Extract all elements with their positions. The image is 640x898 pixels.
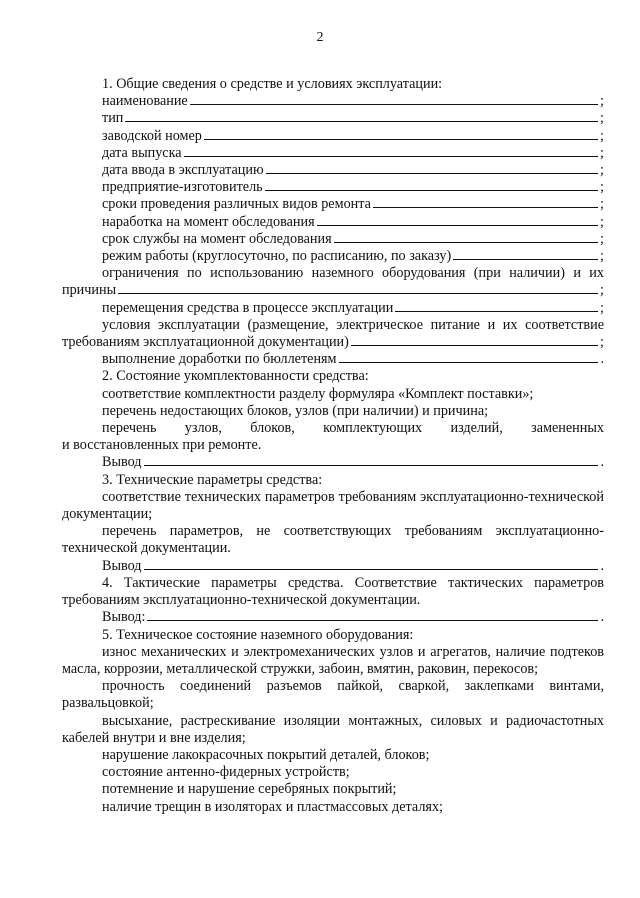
fill-line — [453, 259, 598, 260]
field-service-life: срок службы на момент обследования ; — [102, 230, 604, 247]
field-release-date: дата выпуска ; — [102, 144, 604, 161]
field-repair-terms: сроки проведения различных видов ремонта ; — [102, 196, 604, 213]
fill-line — [144, 569, 599, 570]
document-body — [62, 76, 604, 816]
field-bulletins: выполнение доработки по бюллетеням . — [102, 351, 604, 368]
section4-heading: 4. Тактические параметры средства. Соответствие тактических параметров требованиям эксплуатационно-технической документации. — [62, 574, 604, 609]
field-operating-mode: режим работы (круглосуточно, по расписанию, по заказу) ; — [102, 248, 604, 265]
field-type: тип ; — [102, 110, 604, 127]
section3-heading: 3. Технические параметры средства: — [102, 471, 323, 488]
section5-joints: прочность соединений разъемов пайкой, сваркой, заклепками винтами, развальцовкой; — [62, 678, 604, 712]
field-movement: перемещения средства в процессе эксплуатации ; — [102, 299, 604, 316]
fill-line — [334, 242, 598, 243]
section4-conclusion: Вывод: . — [102, 609, 604, 626]
fill-line — [204, 139, 598, 140]
section5-cracks: наличие трещин в изоляторах и пластмассовых деталях; — [102, 798, 443, 815]
section2-conclusion: Вывод . — [102, 454, 604, 471]
section2-replaced-units-cont: и восстановленных при ремонте. — [62, 437, 262, 454]
fill-line — [351, 345, 598, 346]
field-commissioning-date: дата ввода в эксплуатацию ; — [102, 162, 604, 179]
section5-antenna: состояние антенно-фидерных устройств; — [102, 764, 350, 781]
page-number: 2 — [316, 30, 324, 45]
section5-insulation: высыхание, растрескивание изоляции монтажных, силовых и радиочастотных кабелей внутри и вне изделия; — [62, 712, 604, 746]
section5-silver: потемнение и нарушение серебряных покрытий; — [102, 781, 397, 798]
section2-heading: 2. Состояние укомплектованности средства: — [102, 368, 369, 385]
field-operating-time: наработка на момент обследования ; — [102, 213, 604, 230]
fill-line — [373, 207, 598, 208]
fill-line — [144, 465, 599, 466]
fill-line — [184, 156, 598, 157]
section2-missing-units: перечень недостающих блоков, узлов (при наличии) и причина; — [102, 402, 489, 419]
section5-wear: износ механических и электромеханических узлов и агрегатов, наличие подтеков масла, коррозии, металлической стружки, забоин, вмятин, раковин, перекосов; — [62, 643, 604, 677]
section1-heading: 1. Общие сведения о средстве и условиях эксплуатации: — [102, 76, 443, 92]
fill-line — [395, 311, 598, 312]
field-serial-number: заводской номер ; — [102, 127, 604, 144]
field-manufacturer: предприятие-изготовитель ; — [102, 179, 604, 196]
restrictions-line: ограничения по использованию наземного оборудования (при наличии) и их — [102, 265, 604, 282]
section2-completeness: соответствие комплектности разделу формуляра «Комплект поставки»; — [102, 385, 534, 402]
section3-noncompliant-list: перечень параметров, не соответствующих требованиям эксплуатационно-технической документации. — [62, 523, 604, 557]
section5-heading: 5. Техническое состояние наземного оборудования: — [102, 626, 414, 643]
fill-line — [266, 173, 598, 174]
field-name: наименование ; — [102, 93, 604, 110]
fill-line — [125, 121, 598, 122]
fill-line — [317, 225, 598, 226]
section5-paint: нарушение лакокрасочных покрытий деталей, блоков; — [102, 746, 430, 763]
fill-line — [190, 104, 598, 105]
restrictions-reasons: причины ; — [62, 282, 604, 299]
fill-line — [118, 293, 598, 294]
section3-compliance: соответствие технических параметров требованиям эксплуатационно-технической документации; — [62, 488, 604, 523]
conditions-requirements: требованиям эксплуатационной документации) ; — [62, 334, 604, 351]
fill-line — [265, 190, 598, 191]
section2-replaced-units: перечень узлов, блоков, комплектующих изделий, замененных — [102, 420, 604, 437]
fill-line — [339, 362, 599, 363]
conditions-line: условия эксплуатации (размещение, электрическое питание и их соответствие — [102, 316, 604, 333]
section3-conclusion: Вывод . — [102, 557, 604, 574]
fill-line — [147, 620, 598, 621]
